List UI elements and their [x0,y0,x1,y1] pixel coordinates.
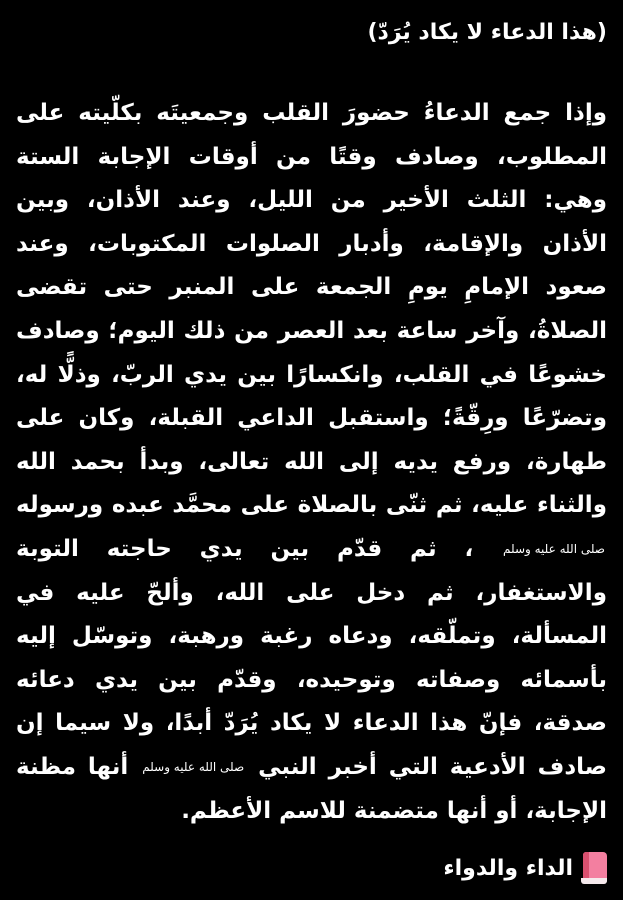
body-text-part-2: ، ثم قدّم بين يدي حاجته التوبة والاستغفار، ثم دخل على الله، وألحّ عليه في المسألة، وتملّقه، ودعاه رغبة ورهبة، وتوسّل إليه بأسمائه وصفاته وتوحيده، وقدّم بين يدي دعائه صدقة، فإنّ هذا الدعاء لا يكاد يُرَدّ أبدًا، ولا سيما إن صادف الأدعية التي أخبر النبي [16,535,607,780]
body-paragraph [16,92,607,833]
honorific-glyph: صلى الله عليه وسلم [142,759,245,774]
page-title: (هذا الدعاء لا يكاد يُرَدّ) [367,20,607,45]
body-text-part-1: وإذا جمع الدعاءُ حضورَ القلب وجمعيتَه بكلّيته على المطلوب، وصادف وقتًا من أوقات الإجابة الستة وهي: الثلث الأخير من الليل، وعند الأذان، وبين الأذان والإقامة، وأدبار الصلوات المكتوبات، وعند صعود الإمامِ يومِ الجمعة على المنبر حتى تقضى الصلاةُ، وآخر ساعة بعد العصر من ذلك اليوم؛ وصادف خشوعًا في القلب، وانكسارًا بين يدي الربّ، وذلًّا له، وتضرّعًا ورِقّةً؛ واستقبل الداعي القبلة، وكان على طهارة، ورفع يديه إلى الله تعالى، وبدأ بحمد الله والثناء عليه، ثم ثنّى بالصلاة على محمَّد عبده ورسوله [16,100,607,519]
paragraph-text [16,92,607,833]
source-label: الداء والدواء [443,855,573,881]
source-citation [443,852,607,884]
book-icon [581,852,607,884]
honorific-glyph: صلى الله عليه وسلم [503,541,605,556]
body-text-part-3: أنها مظنة الإجابة، أو أنها متضمنة للاسم الأعظم. [16,753,607,824]
